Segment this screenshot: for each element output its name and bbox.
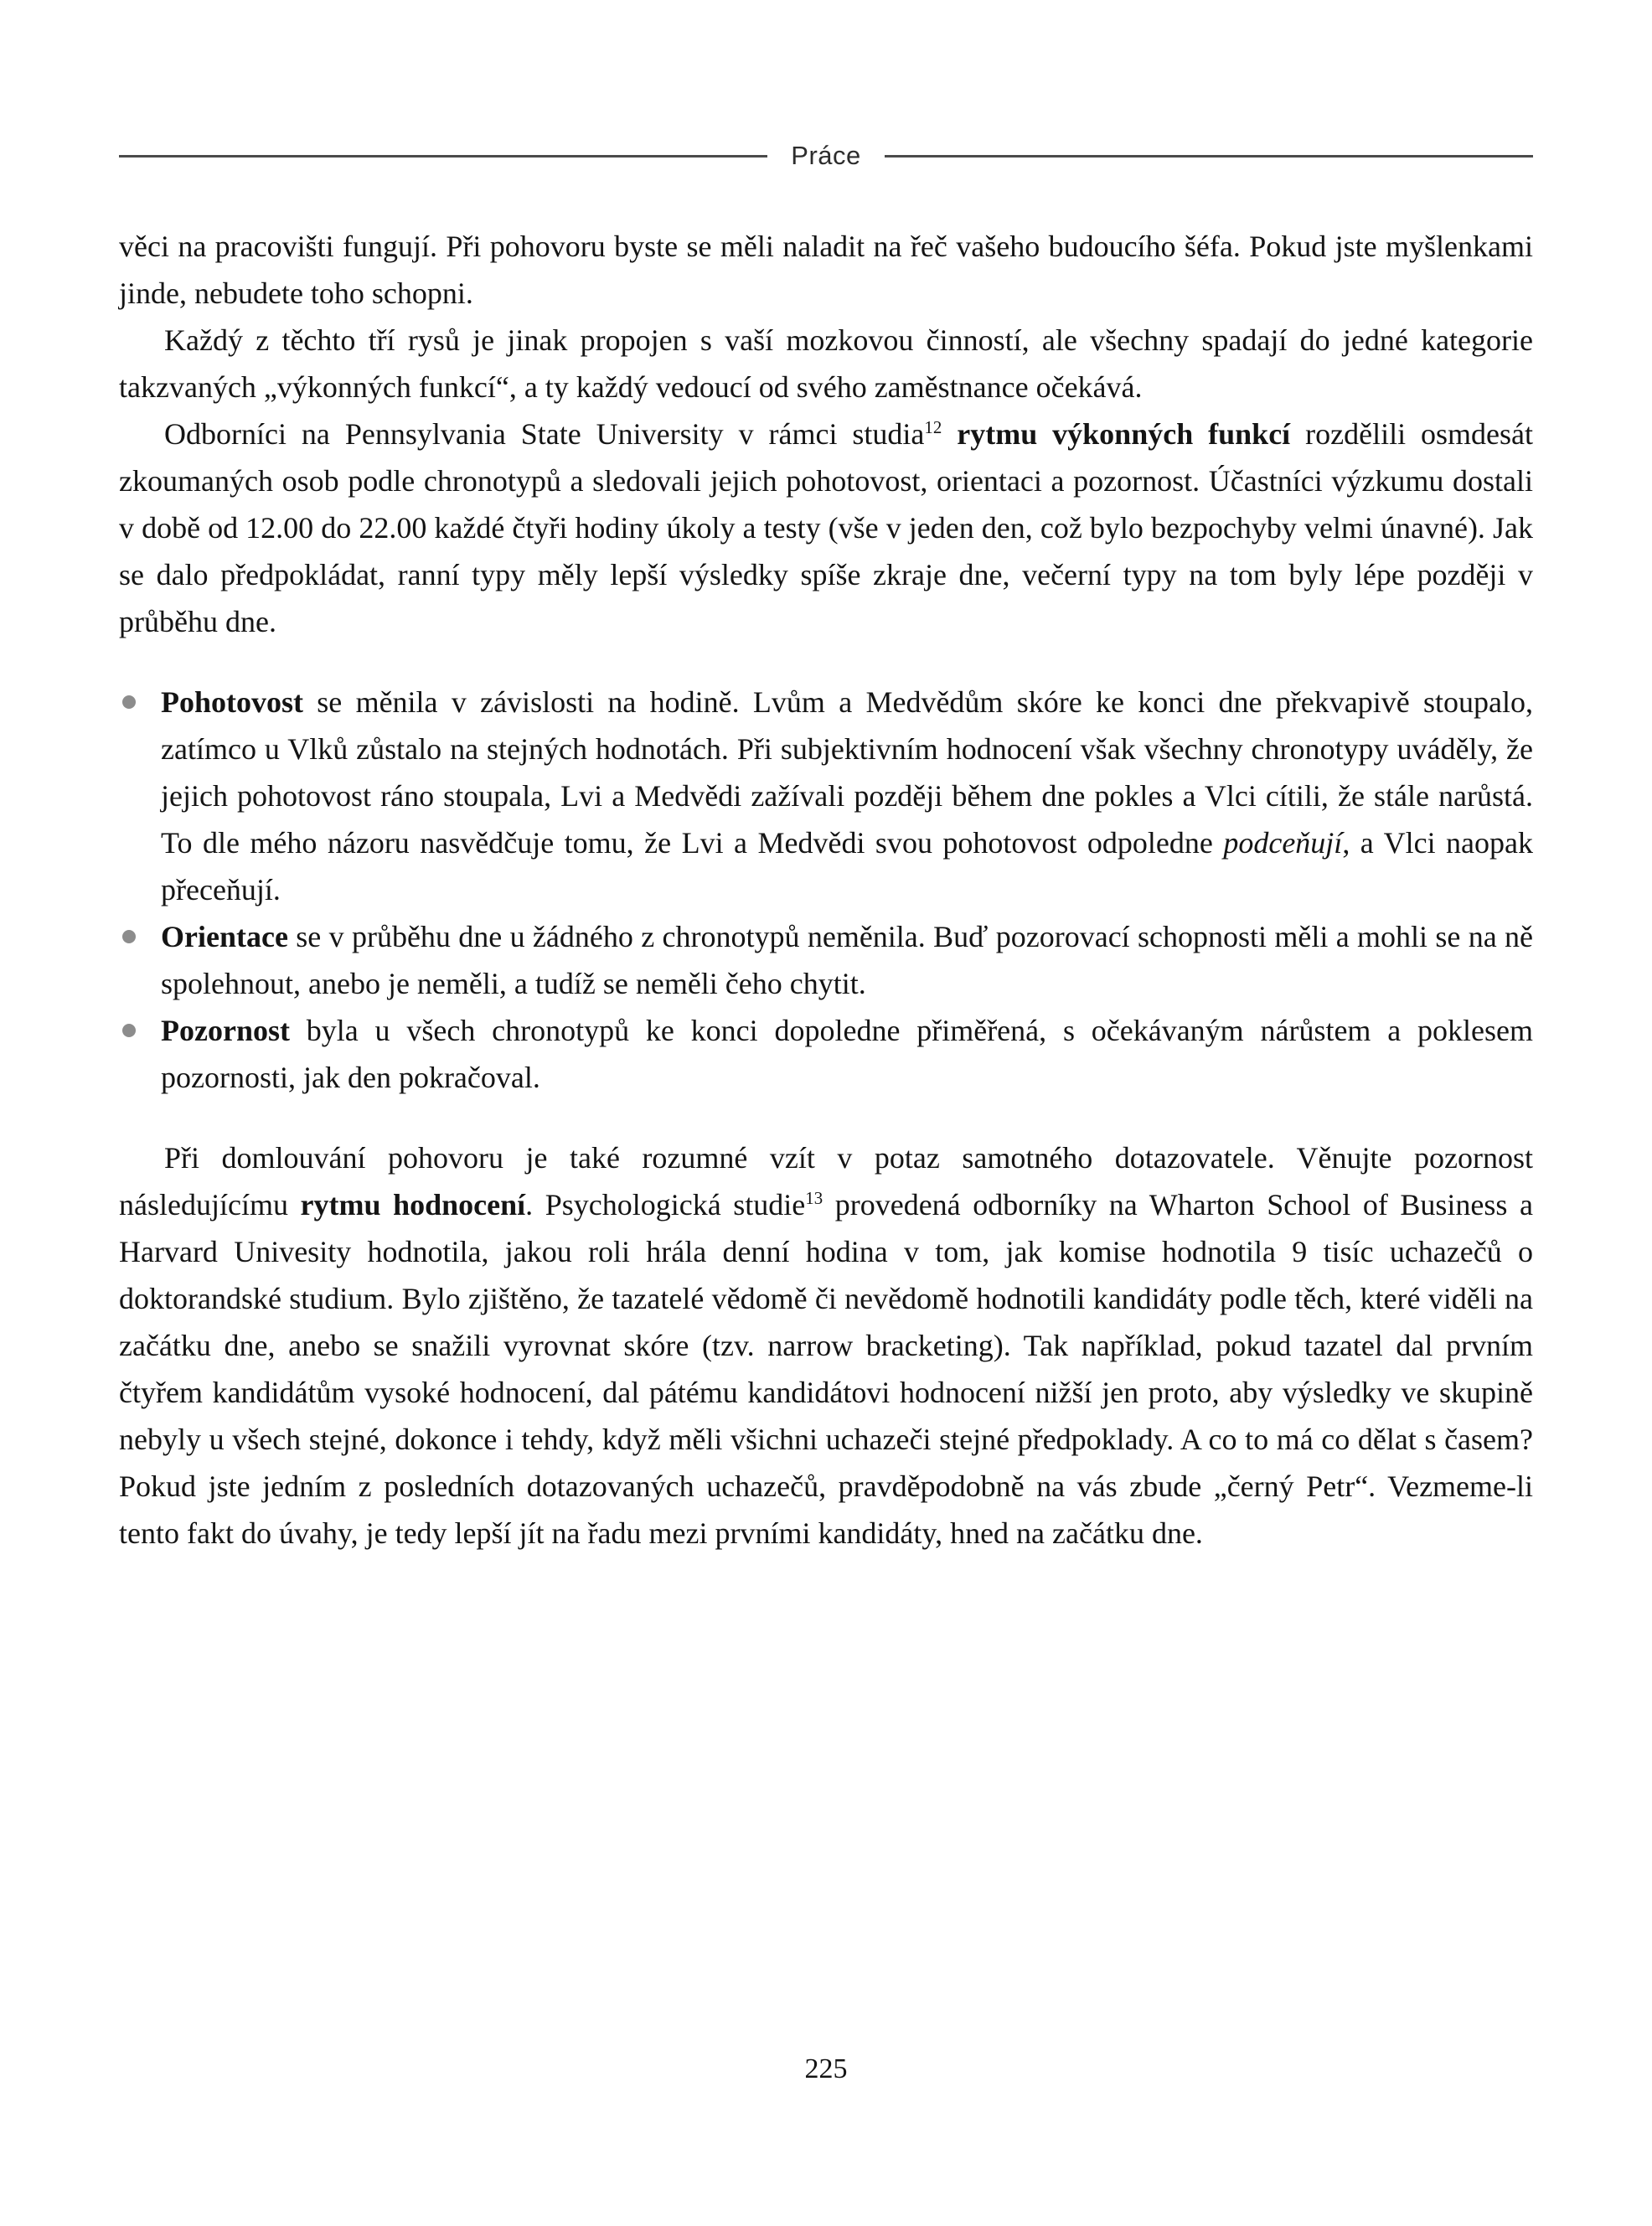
text-run: Odborníci na Pennsylvania State University v rámci studia — [164, 417, 925, 451]
text-run: rozdělili osmdesát zkoumaných osob podle chronotypů a sledovali jejich pohotovost, orientaci a pozornost. Účastníci výzkumu dostali v době od 12.00 do 22.00 každé čtyři hodiny úkoly a testy (vše v jeden den, což bylo bezpochyby velmi únavné). Jak se dalo předpokládat, ranní typy měly lepší výsledky spíše zkraje dne, večerní typy na tom byly lépe později v průběhu dne. — [119, 417, 1534, 638]
text-run: rytmu hodnocení — [300, 1188, 526, 1221]
footnote-marker: 13 — [805, 1188, 823, 1208]
header-rule-right — [885, 155, 1533, 158]
text-run: věci na pracovišti fungují. Při pohovoru byste se měli naladit na řeč vašeho budoucího šéfa. Pokud jste myšlenkami jinde, nebudete toho schopni. — [119, 230, 1533, 310]
text-run: Orientace — [161, 920, 288, 953]
bullet-item — [119, 679, 1533, 913]
page-body — [119, 223, 1533, 1557]
text-run: provedená odborníky na Wharton School of Business a Harvard Univesity hodnotila, jakou roli hrála denní hodina v tom, jak komise hodnotila 9 tisíc uchazečů o doktorandské studium. Bylo zjištěno, že tazatelé vědomě či nevědomě hodnotili kandidáty podle těch, které viděli na začátku dne, anebo se snažili vyrovnat skóre (tzv. narrow bracketing). Tak například, pokud tazatel dal prvním čtyřem kandidátům vysoké hodnocení, dal pátému kandidátovi hodnocení nižší jen proto, aby výsledky ve skupině nebyly u všech stejné, dokonce i tehdy, když měli všichni uchazeči stejné předpoklady. A co to má co dělat s časem? Pokud jste jedním z posledních dotazovaných uchazečů, pravděpodobně na vás zbude „černý Petr“. Vezmeme-li tento fakt do úvahy, je tedy lepší jít na řadu mezi prvními kandidáty, hned na začátku dne. — [119, 1188, 1533, 1550]
bullet-item — [119, 913, 1533, 1007]
bullet-icon — [122, 1024, 136, 1037]
bullet-item — [119, 1007, 1533, 1101]
chapter-title: Práce — [791, 141, 861, 170]
paragraph — [119, 317, 1533, 411]
text-run: se v průběhu dne u žádného z chronotypů neměnila. Buď pozorovací schopnosti měli a mohli se na ně spolehnout, anebo je neměli, a tudíž se neměli čeho chytit. — [161, 920, 1533, 1000]
paragraph — [119, 223, 1533, 317]
page-header — [119, 141, 1533, 171]
text-run: Pohotovost — [161, 685, 303, 719]
bullet-icon — [122, 930, 136, 943]
paragraph — [119, 1134, 1533, 1557]
text-run — [942, 417, 957, 451]
text-run: , a Vlci naopak přeceňují. — [161, 826, 1533, 906]
text-run: Pozornost — [161, 1014, 290, 1047]
text-run: podceňují — [1223, 826, 1343, 860]
paragraph — [119, 411, 1533, 645]
text-run: rytmu výkonných funkcí — [957, 417, 1291, 451]
text-run: byla u všech chronotypů ke konci dopoledne přiměřená, s očekávaným nárůstem a poklesem pozornosti, jak den pokračoval. — [161, 1014, 1533, 1094]
header-rule-left — [119, 155, 767, 158]
text-run: Každý z těchto tří rysů je jinak propojen s vaší mozkovou činností, ale všechny spadají do jedné kategorie takzvaných „výkonných funkcí“, a ty každý vedoucí od svého zaměstnance očekává. — [119, 323, 1533, 404]
text-run: se měnila v závislosti na hodině. Lvům a Medvědům skóre ke konci dne překvapivě stoupalo, zatímco u Vlků zůstalo na stejných hodnotách. Při subjektivním hodnocení však všechny chronotypy uváděly, že jejich pohotovost ráno stoupala, Lvi a Medvědi zažívali později během dne pokles a Vlci cítili, že stále narůstá. To dle mého názoru nasvědčuje tomu, že Lvi a Medvědi svou pohotovost odpoledne — [161, 685, 1533, 860]
bullet-icon — [122, 695, 136, 709]
text-run: Při domlouvání pohovoru je také rozumné vzít v potaz samotného dotazovatele. Věnujte pozornost následujícímu — [119, 1141, 1533, 1221]
footnote-marker: 12 — [924, 417, 942, 437]
text-run: . Psychologická studie — [525, 1188, 806, 1221]
page-number: 225 — [804, 2053, 848, 2084]
